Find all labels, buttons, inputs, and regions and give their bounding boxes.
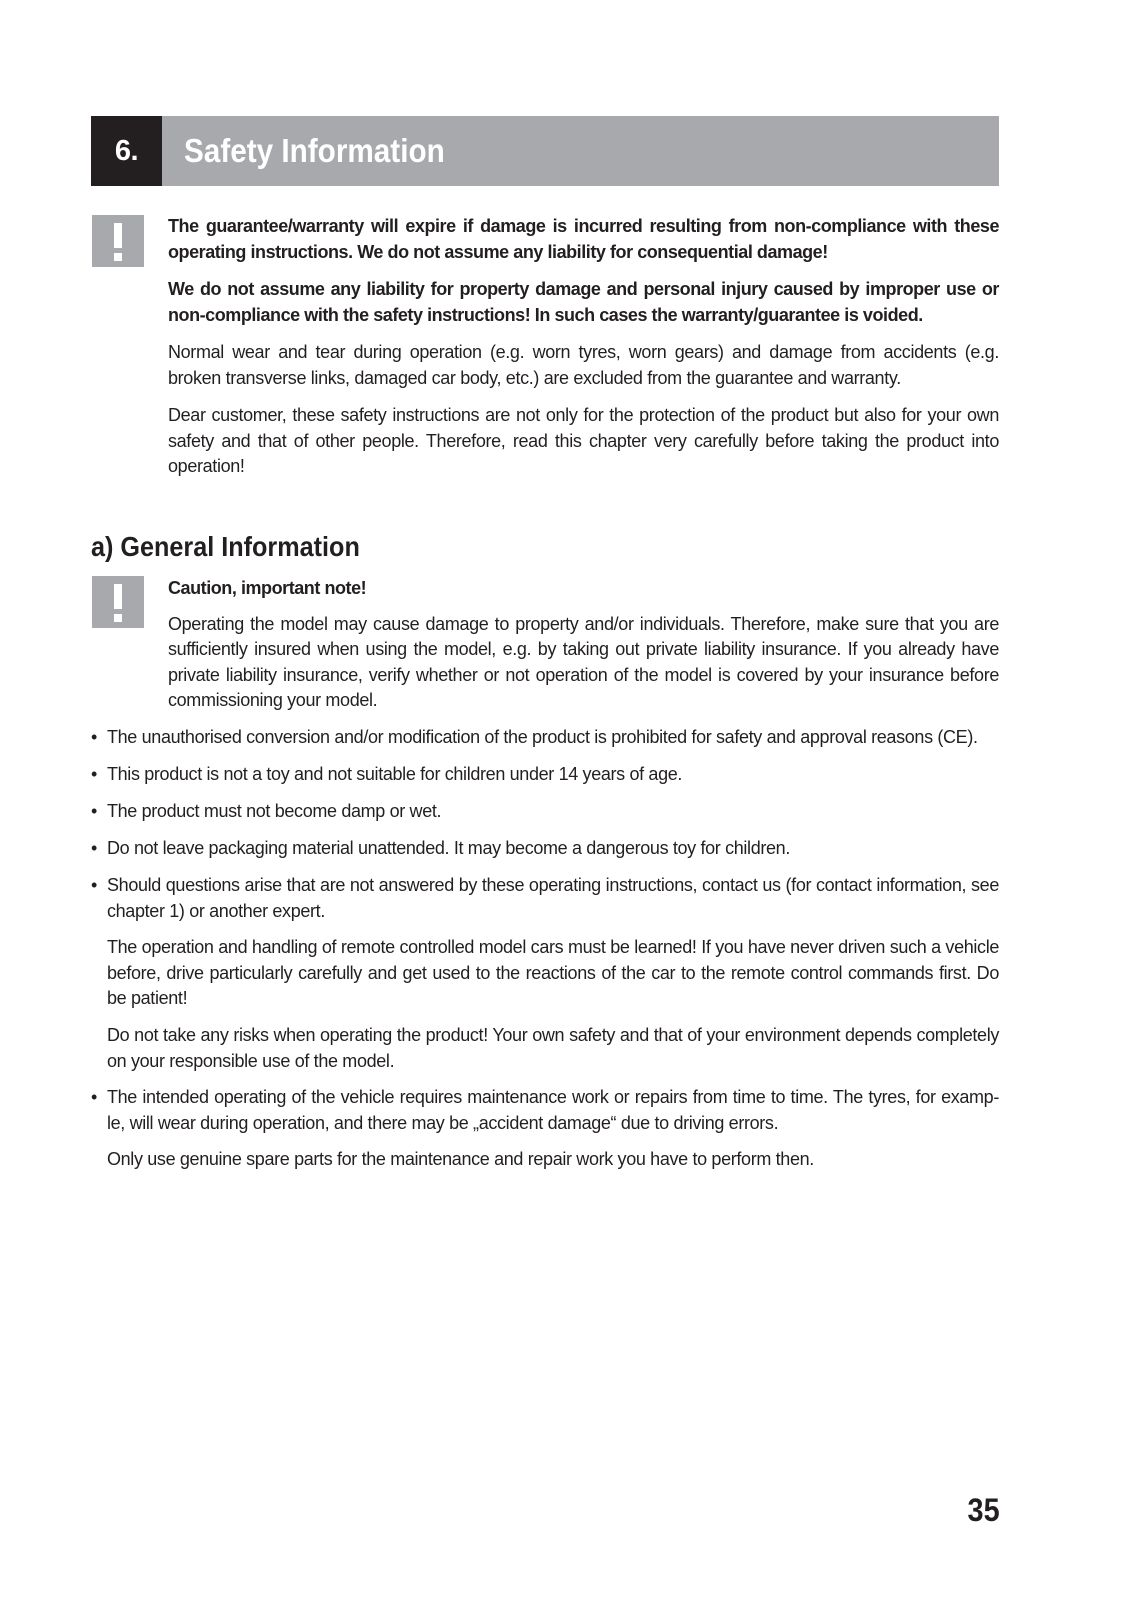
wear-and-tear-text: Normal wear and tear during operation (e.g. worn tyres, worn gears) and damage from accidents (e.g. broken transverse links, damaged car body, etc.) are excluded from the guarantee and warranty. xyxy=(168,342,999,388)
bullet-marker: • xyxy=(91,801,97,821)
learning-note-text: The operation and handling of remote controlled model cars must be learned! If you have never driven such a vehicle before, drive particularly carefully and get used to the reactions of the car to the remote control commands first. Do be patient! xyxy=(107,937,999,1008)
list-item xyxy=(91,725,999,751)
bullet-text: The unauthorised conversion and/or modification of the product is prohibited for safety and approval reasons (CE). xyxy=(107,727,978,747)
list-item xyxy=(91,836,999,862)
bullet-marker: • xyxy=(91,875,97,895)
bullet-text: The intended operating of the vehicle requires maintenance work or repairs from time to time. The tyres, for examp-le, will wear during operation, and there may be „accident damage“ due to driving errors. xyxy=(107,1087,999,1133)
warranty-warning-text: The guarantee/warranty will expire if damage is incurred resulting from non-compliance with these operating instructions. We do not assume any liability for consequential damage! xyxy=(168,216,999,262)
bullet-text: Do not leave packaging material unattended. It may become a dangerous toy for children. xyxy=(107,838,790,858)
exclamation-icon xyxy=(92,576,144,628)
caution-block xyxy=(168,576,999,714)
caution-text: Operating the model may cause damage to property and/or individuals. Therefore, make sure that you are sufficiently insured when using the model, e.g. by taking out private liability insurance. If you already have private liability insurance, verify whether or not operation of the model is covered by your insurance before commissioning your model. xyxy=(168,613,999,710)
intro-warning-block xyxy=(168,214,999,480)
bullet-text: Should questions arise that are not answered by these operating instructions, contact us (for contact information, see chapter 1) or another expert. xyxy=(107,875,999,921)
chapter-number: 6. xyxy=(91,116,162,186)
risk-note-text: Do not take any risks when operating the product! Your own safety and that of your environment depends completely on your responsible use of the model. xyxy=(107,1025,999,1071)
list-item xyxy=(91,762,999,788)
chapter-title: Safety Information xyxy=(184,132,445,169)
bullet-marker: • xyxy=(91,727,97,747)
bullet-marker: • xyxy=(91,764,97,784)
bullet-text: This product is not a toy and not suitable for children under 14 years of age. xyxy=(107,764,683,784)
liability-warning-text: We do not assume any liability for property damage and personal injury caused by improper use or non-compliance with the safety instructions! In such cases the warranty/guarantee is voided. xyxy=(168,279,999,325)
bullet-text: The product must not become damp or wet. xyxy=(107,801,442,821)
spare-parts-text: Only use genuine spare parts for the maintenance and repair work you have to perform then. xyxy=(107,1149,814,1169)
bullet-marker: • xyxy=(91,838,97,858)
section-heading-general: a) General Information xyxy=(91,531,360,562)
exclamation-icon xyxy=(92,215,144,267)
caution-title: Caution, important note! xyxy=(168,578,367,598)
chapter-header xyxy=(91,116,999,186)
list-item xyxy=(91,799,999,825)
customer-notice-text: Dear customer, these safety instructions are not only for the protection of the product but also for your own safety and that of other people. Therefore, read this chapter very carefully before taking the product into operation! xyxy=(168,405,999,476)
list-item xyxy=(91,873,999,924)
list-item xyxy=(91,1085,999,1136)
bullet-marker: • xyxy=(91,1087,97,1107)
chapter-title-bar xyxy=(162,116,999,186)
page-number: 35 xyxy=(967,1492,1000,1528)
